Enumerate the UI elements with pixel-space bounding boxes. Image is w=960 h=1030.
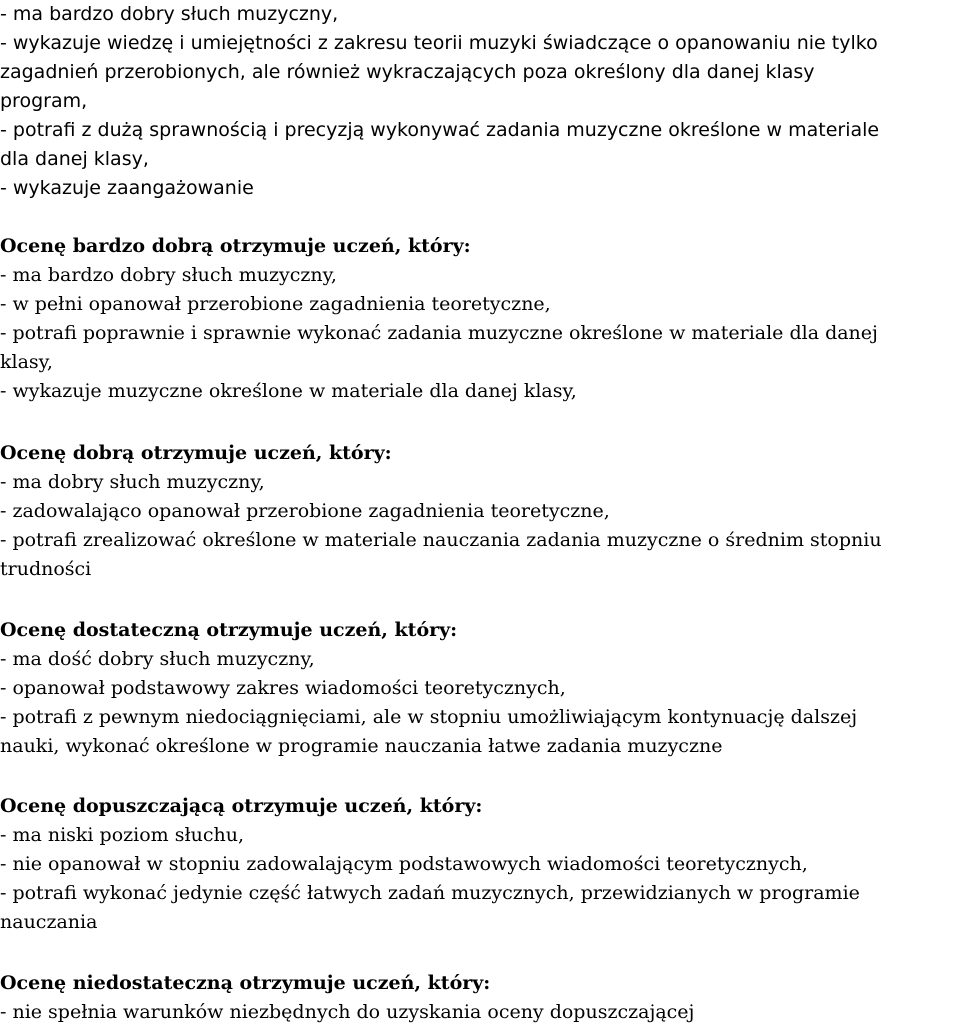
- criteria-line: - potrafi wykonać jedynie część łatwych zadań muzycznych, przewidzianych w programie: [0, 882, 860, 904]
- grade-section-very-good: [0, 232, 960, 406]
- criteria-line: - potrafi z pewnym niedociągnięciami, ale w stopniu umożliwiającym kontynuację dalszej: [0, 706, 858, 728]
- criteria-line: - potrafi poprawnie i sprawnie wykonać zadania muzyczne określone w materiale dla danej: [0, 322, 878, 344]
- criteria-line: - ma dość dobry słuch muzyczny,: [0, 648, 315, 670]
- intro-line: - wykazuje wiedzę i umiejętności z zakresu teorii muzyki świadczące o opanowaniu nie tylko: [0, 32, 878, 54]
- criteria-line: - ma niski poziom słuchu,: [0, 824, 245, 846]
- intro-line: - potrafi z dużą sprawnością i precyzją wykonywać zadania muzyczne określone w materiale: [0, 119, 880, 141]
- intro-line: - ma bardzo dobry słuch muzyczny,: [0, 3, 339, 25]
- section-heading: Ocenę niedostateczną otrzymuje uczeń, który:: [0, 972, 491, 994]
- criteria-line: - ma dobry słuch muzyczny,: [0, 471, 265, 493]
- section-heading: Ocenę bardzo dobrą otrzymuje uczeń, który:: [0, 235, 471, 257]
- intro-line: - wykazuje zaangażowanie: [0, 177, 254, 199]
- criteria-line: nauczania: [0, 911, 98, 933]
- criteria-line: - w pełni opanował przerobione zagadnienia teoretyczne,: [0, 293, 551, 315]
- intro-line: zagadnień przerobionych, ale również wykraczających poza określony dla danej klasy: [0, 61, 815, 83]
- criteria-line: - nie spełnia warunków niezbędnych do uzyskania oceny dopuszczającej: [0, 1001, 695, 1023]
- section-heading: Ocenę dobrą otrzymuje uczeń, który:: [0, 442, 392, 464]
- criteria-line: nauki, wykonać określone w programie nauczania łatwe zadania muzyczne: [0, 735, 723, 757]
- intro-line: dla danej klasy,: [0, 148, 149, 170]
- grade-section-insufficient: [0, 969, 960, 1027]
- criteria-line: - nie opanował w stopniu zadowalającym podstawowych wiadomości teoretycznych,: [0, 853, 808, 875]
- intro-criteria-list: [0, 0, 960, 203]
- section-heading: Ocenę dopuszczającą otrzymuje uczeń, który:: [0, 795, 483, 817]
- grade-section-acceptable: [0, 792, 960, 937]
- criteria-line: trudności: [0, 558, 92, 580]
- grade-section-good: [0, 439, 960, 584]
- grade-section-sufficient: [0, 616, 960, 761]
- criteria-line: - wykazuje muzyczne określone w materiale dla danej klasy,: [0, 380, 577, 402]
- intro-line: program,: [0, 90, 88, 112]
- criteria-line: - potrafi zrealizować określone w materiale nauczania zadania muzyczne o średnim stopniu: [0, 529, 882, 551]
- criteria-line: - opanował podstawowy zakres wiadomości teoretycznych,: [0, 677, 566, 699]
- section-heading: Ocenę dostateczną otrzymuje uczeń, który:: [0, 619, 458, 641]
- criteria-line: klasy,: [0, 351, 53, 373]
- criteria-line: - ma bardzo dobry słuch muzyczny,: [0, 264, 337, 286]
- criteria-line: - zadowalająco opanował przerobione zagadnienia teoretyczne,: [0, 500, 610, 522]
